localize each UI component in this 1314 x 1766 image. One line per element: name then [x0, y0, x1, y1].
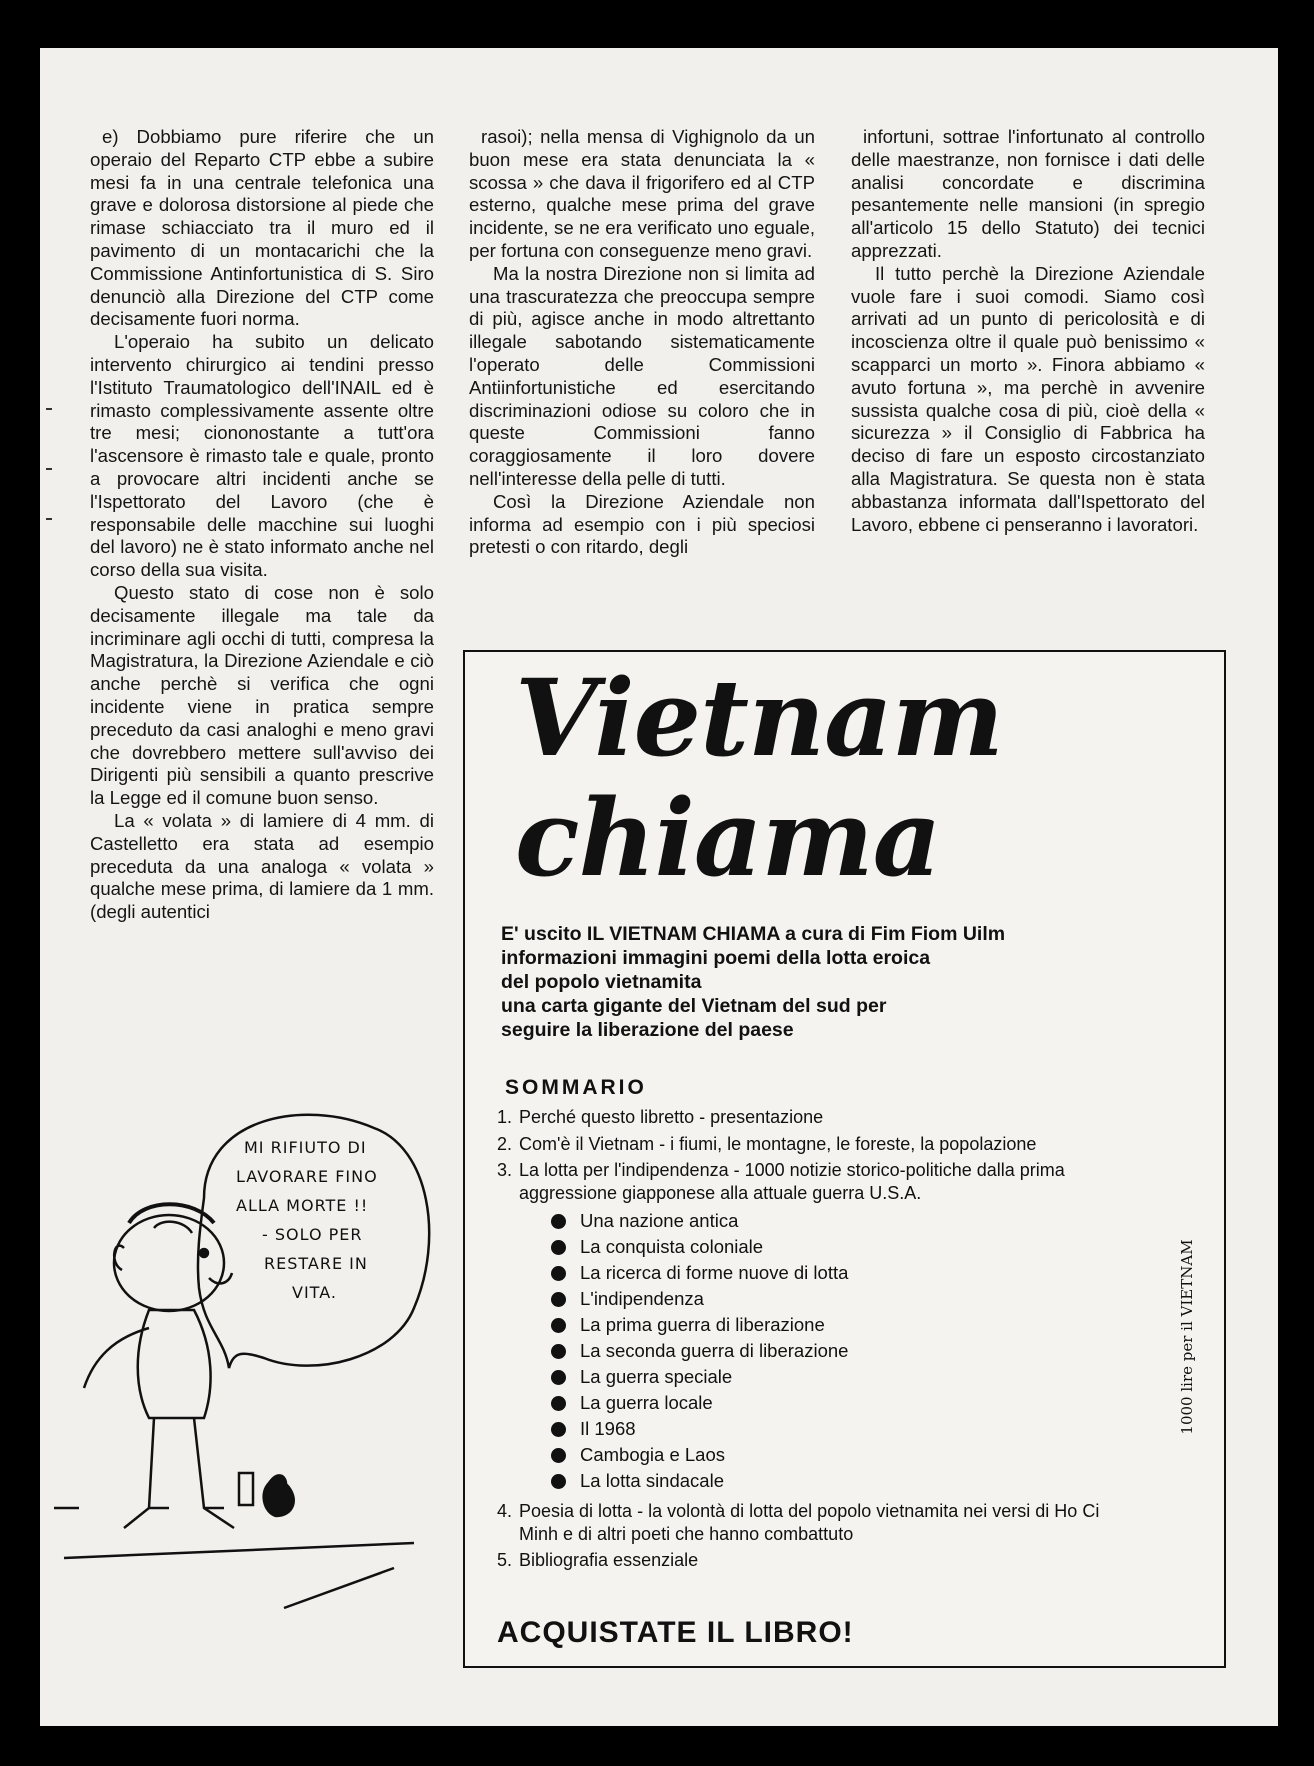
subitem: L'indipendenza	[551, 1286, 1107, 1312]
subitem: La guerra speciale	[551, 1364, 1107, 1390]
article-paragraph: Il tutto perchè la Direzione Aziendale vuole fare i suoi comodi. Siamo così arrivati ad un punto di pericolosità e di incoscienza oltre il quale può benissimo « scapparci un morto ». Finora abbiamo « avuto fortuna », ma perchè in avvenire sussista qualche cosa di più, cioè della « sicurezza » il Consiglio di Fabbrica ha deciso di fare un esposto circostanziato alla Magistratura. Se questa non è stata abbastanza informata dall'Ispettorato del Lavoro, ebbene ci penseranno i lavoratori.	[851, 262, 1205, 535]
svg-text:RESTARE IN: RESTARE IN	[264, 1254, 368, 1273]
summary-item: 4. Poesia di lotta - la volontà di lotta del popolo vietnamita nei versi di Ho Ci Minh e di altri poeti che hanno combattuto	[497, 1501, 1100, 1544]
summary-item: 5. Bibliografia essenziale	[497, 1550, 699, 1570]
summary-item: 1. Perché questo libretto - presentazione	[497, 1107, 824, 1127]
svg-text:ALLA MORTE !!: ALLA MORTE !!	[236, 1196, 369, 1215]
bullet-icon	[551, 1422, 566, 1437]
buy-book-callout: ACQUISTATE IL LIBRO!	[497, 1616, 854, 1649]
bullet-icon	[551, 1266, 566, 1281]
bullet-icon	[551, 1370, 566, 1385]
bullet-icon	[551, 1448, 566, 1463]
price-vertical-label: 1000 lire per il VIETNAM	[1178, 1239, 1196, 1435]
ad-intro-line: informazioni immagini poemi della lotta eroica	[501, 947, 931, 969]
subitem: La guerra locale	[551, 1390, 1107, 1416]
magazine-page	[40, 48, 1278, 1726]
ad-title	[515, 655, 1003, 900]
vietnam-chiama-advertisement	[463, 650, 1226, 1668]
ad-intro-line: del popolo vietnamita	[501, 971, 702, 993]
article-paragraph: Ma la nostra Direzione non si limita ad una trascuratezza che preoccupa sempre di più, agisce anche in modo altrettanto illegale sabotando sistematicamente l'operato delle Commissioni Antiinfortunistiche ed esercitando discriminazioni odiose su coloro che in queste Commissioni fanno coraggiosamente il loro dovere nell'interesse della pelle di tutti.	[469, 262, 815, 489]
subitem: La conquista coloniale	[551, 1234, 1107, 1260]
summary-item: 2. Com'è il Vietnam - i fiumi, le montagne, le foreste, la popolazione	[497, 1133, 1037, 1154]
summary-list	[497, 1106, 1107, 1572]
article-paragraph: rasoi); nella mensa di Vighignolo da un buon mese era stata denunciata la « scossa » che dava il frigorifero ed al CTP esterno, qualche mese prima del grave incidente, se ne era verificato uno eguale, per fortuna con conseguenze meno gravi.	[469, 126, 815, 261]
edge-mark	[46, 518, 52, 520]
article-paragraph: La « volata » di lamiere di 4 mm. di Castelletto era stata ad esempio preceduta da una analoga « volata » qualche mese prima, di lamiere da 1 mm. (degli autentici	[90, 809, 434, 923]
ad-intro	[501, 922, 1101, 1042]
article-column-2	[469, 126, 815, 559]
article-paragraph: L'operaio ha subito un delicato intervento chirurgico ai tendini presso l'Istituto Traumatologico dell'INAIL ed è rimasto complessivamente assente oltre tre mesi; ciononostante a tutt'ora l'ascensore è rimasto tale e quale, pronto a provocare altri incidenti anche se l'Ispettorato del Lavoro (che è responsabile delle macchine sui luoghi del lavoro) ne è stato informato anche nel corso della sua visita.	[90, 331, 434, 581]
subitem: La lotta sindacale	[551, 1468, 1107, 1494]
bullet-icon	[551, 1292, 566, 1307]
article-column-1	[90, 126, 434, 924]
svg-text:- SOLO PER: - SOLO PER	[262, 1225, 363, 1244]
subitem: La ricerca di forme nuove di lotta	[551, 1260, 1107, 1286]
subitem: La seconda guerra di liberazione	[551, 1338, 1107, 1364]
bullet-icon	[551, 1214, 566, 1229]
article-paragraph: Questo stato di cose non è solo decisamente illegale ma tale da incriminare agli occhi di tutti, compresa la Magistratura, la Direzione Aziendale e ciò anche perchè si verifica che ogni incidente viene in pratica sempre preceduto da casi analoghi e meno gravi che dovrebbero mettere sull'avviso dei Dirigenti più sensibili a quanto prescrive la Legge ed il comune buon senso.	[90, 581, 434, 809]
article-column-3	[851, 126, 1205, 536]
article-paragraph: Così la Direzione Aziendale non informa ad esempio con i più speciosi pretesti o con ritardo, degli	[469, 490, 815, 558]
protest-cartoon-illustration	[54, 1088, 444, 1648]
bullet-icon	[551, 1318, 566, 1333]
bullet-icon	[551, 1240, 566, 1255]
bullet-icon	[551, 1344, 566, 1359]
article-paragraph: infortuni, sottrae l'infortunato al controllo delle maestranze, non fornisce i dati delle analisi concordate e discrimina pesantemente nelle mansioni (in spregio all'articolo 15 dello Statuto) dei tecnici apprezzati.	[851, 126, 1205, 261]
ad-title-line-1: Vietnam	[515, 655, 1003, 780]
summary-heading: SOMMARIO	[505, 1076, 647, 1099]
summary-subitems	[551, 1208, 1107, 1494]
ad-title-line-2: chiama	[515, 775, 941, 900]
ad-intro-line: seguire la liberazione del paese	[501, 1019, 794, 1041]
speech-bubble-text	[236, 1138, 378, 1302]
svg-text:LAVORARE FINO: LAVORARE FINO	[236, 1167, 378, 1186]
edge-mark	[46, 468, 52, 470]
article-paragraph: e) Dobbiamo pure riferire che un operaio del Reparto CTP ebbe a subire mesi fa in una centrale telefonica una grave e dolorosa distorsione al piede che rimase schiacciato tra il muro ed il pavimento di un montacarichi che la Commissione Antinfortunistica di S. Siro denunciò alla Direzione del CTP come decisamente fuori norma.	[90, 126, 434, 330]
ad-intro-line: una carta gigante del Vietnam del sud per	[501, 995, 887, 1017]
edge-mark	[46, 408, 52, 410]
subitem: Il 1968	[551, 1416, 1107, 1442]
svg-text:MI RIFIUTO DI: MI RIFIUTO DI	[244, 1138, 367, 1157]
svg-text:VITA.: VITA.	[292, 1283, 337, 1302]
subitem: Una nazione antica	[551, 1208, 1107, 1234]
summary-item: 3. La lotta per l'indipendenza - 1000 notizie storico-politiche dalla prima aggressione giapponese alla attuale guerra U.S.A.	[497, 1160, 1065, 1203]
ad-intro-line: E' uscito IL VIETNAM CHIAMA a cura di Fim Fiom Uilm	[501, 923, 1006, 945]
bullet-icon	[551, 1396, 566, 1411]
subitem: La prima guerra di liberazione	[551, 1312, 1107, 1338]
bullet-icon	[551, 1474, 566, 1489]
subitem: Cambogia e Laos	[551, 1442, 1107, 1468]
